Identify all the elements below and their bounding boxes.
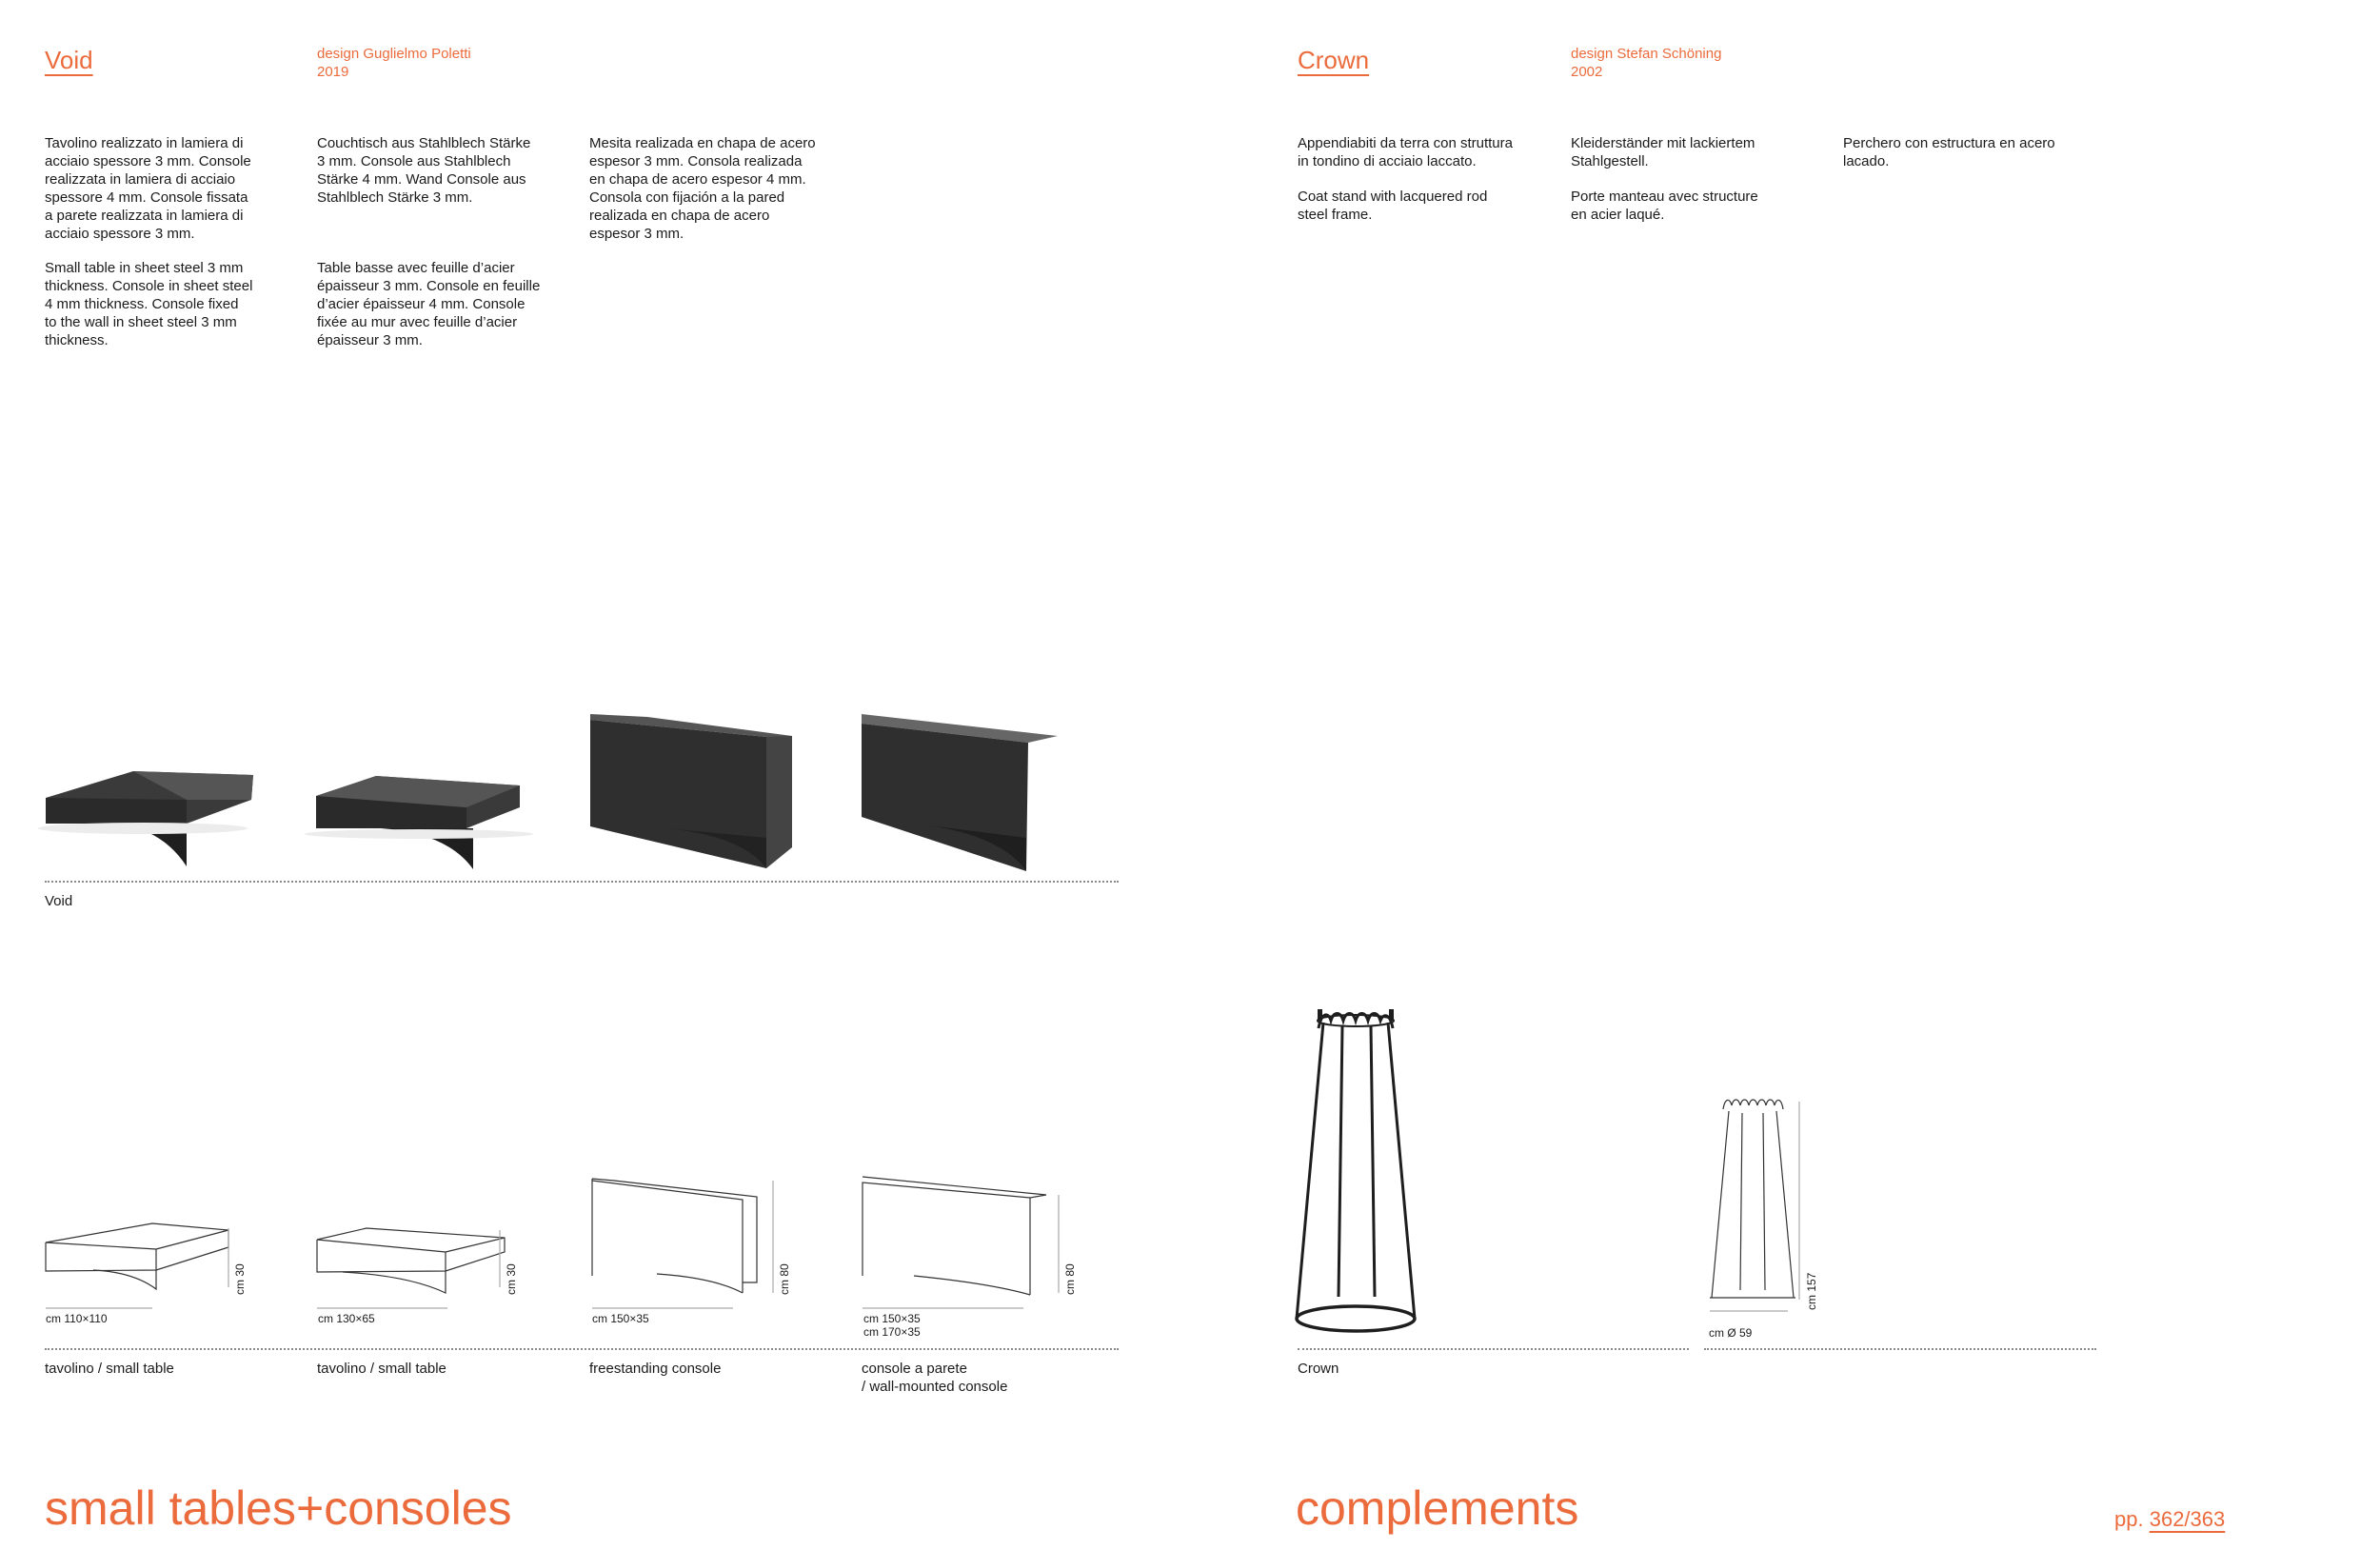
void-year: 2019 bbox=[317, 64, 349, 80]
void-photo-small-table-rect bbox=[305, 776, 533, 869]
void-photo-divider bbox=[45, 881, 1119, 883]
crown-desc-de: Kleiderständer mit lackiertem Stahlgestell. bbox=[1571, 135, 1755, 169]
crown-title: Crown bbox=[1298, 46, 1370, 74]
crown-desc-en: Coat stand with lacquered rod steel frame. bbox=[1298, 189, 1488, 223]
variant-4-caption: console a parete / wall-mounted console bbox=[862, 1361, 1008, 1395]
page-numbers bbox=[2114, 1507, 2225, 1532]
crown-designer-name: design Stefan Schöning bbox=[1571, 46, 1722, 62]
variant-1-caption: tavolino / small table bbox=[45, 1361, 174, 1377]
crown-desc-it: Appendiabiti da terra con struttura in tondino di acciaio laccato. bbox=[1298, 135, 1513, 169]
crown-technical-drawing bbox=[1704, 1090, 1818, 1338]
crown-drawing-divider bbox=[1704, 1348, 2096, 1350]
void-technical-drawings bbox=[0, 1171, 1123, 1323]
drawing-freestanding-console bbox=[592, 1179, 773, 1308]
void-desc-de: Couchtisch aus Stahlblech Stärke 3 mm. Console aus Stahlblech Stärke 4 mm. Wand Console aus Stahlblech Stärke 3 mm. bbox=[317, 135, 531, 206]
variant-1-footprint: cm 110×110 bbox=[46, 1312, 108, 1325]
variant-4-footprint: cm 150×35 cm 170×35 bbox=[863, 1312, 921, 1339]
crown-desc-fr: Porte manteau avec structure en acier laqué. bbox=[1571, 189, 1758, 223]
right-section-title: complements bbox=[1296, 1481, 1579, 1535]
void-photo-caption: Void bbox=[45, 893, 73, 909]
crown-photo-caption: Crown bbox=[1298, 1361, 1339, 1377]
void-photo-small-table-square bbox=[38, 771, 253, 866]
drawing-small-table-rect bbox=[317, 1228, 505, 1308]
void-drawing-divider bbox=[45, 1348, 1119, 1350]
crown-footprint: cm Ø 59 bbox=[1709, 1326, 1753, 1340]
variant-3-caption: freestanding console bbox=[589, 1361, 722, 1377]
drawing-small-table-square bbox=[46, 1223, 228, 1308]
void-desc-en: Small table in sheet steel 3 mm thickness. Console in sheet steel 4 mm thickness. Console fixed to the wall in sheet steel 3 mm thickness. bbox=[45, 260, 253, 348]
pages-prefix: pp. bbox=[2114, 1507, 2144, 1531]
crown-product-photo bbox=[1285, 1000, 1418, 1342]
crown-height: cm 157 bbox=[1805, 1272, 1818, 1310]
void-desc-es: Mesita realizada en chapa de acero espesor 3 mm. Consola realizada en chapa de acero espesor 4 mm. Consola con fijación a la pared realizada en chapa de acero espesor 3 mm. bbox=[589, 135, 816, 242]
variant-4-height: cm 80 bbox=[1063, 1263, 1077, 1295]
void-desc-fr: Table basse avec feuille d’acier épaisseur 3 mm. Console en feuille d’acier épaisseur 4 mm. Console fixée au mur avec feuille d’acier épaisseur 3 mm. bbox=[317, 260, 541, 348]
crown-desc-es: Perchero con estructura en acero lacado. bbox=[1843, 135, 2055, 169]
variant-2-footprint: cm 130×65 bbox=[318, 1312, 375, 1325]
crown-photo-divider bbox=[1298, 1348, 1689, 1350]
variant-1-height: cm 30 bbox=[233, 1263, 247, 1295]
void-photo-freestanding-console bbox=[590, 714, 792, 868]
void-product-photos bbox=[0, 695, 1123, 885]
variant-3-footprint: cm 150×35 bbox=[592, 1312, 649, 1325]
void-photo-wall-console bbox=[862, 714, 1058, 871]
crown-designer bbox=[1571, 45, 1721, 81]
void-title: Void bbox=[45, 46, 93, 74]
void-desc-it: Tavolino realizzato in lamiera di acciaio spessore 3 mm. Console realizzata in lamiera di acciaio spessore 4 mm. Console fissata a parete realizzata in lamiera di acciaio spessore 3 mm. bbox=[45, 135, 251, 242]
void-designer bbox=[317, 45, 471, 81]
variant-3-height: cm 80 bbox=[778, 1263, 791, 1295]
variant-2-caption: tavolino / small table bbox=[317, 1361, 446, 1377]
void-designer-name: design Guglielmo Poletti bbox=[317, 46, 471, 62]
drawing-wall-console bbox=[863, 1177, 1059, 1308]
left-section-title: small tables+consoles bbox=[45, 1481, 512, 1535]
variant-2-height: cm 30 bbox=[505, 1263, 518, 1295]
pages-range: 362/363 bbox=[2149, 1507, 2226, 1531]
crown-year: 2002 bbox=[1571, 64, 1603, 80]
